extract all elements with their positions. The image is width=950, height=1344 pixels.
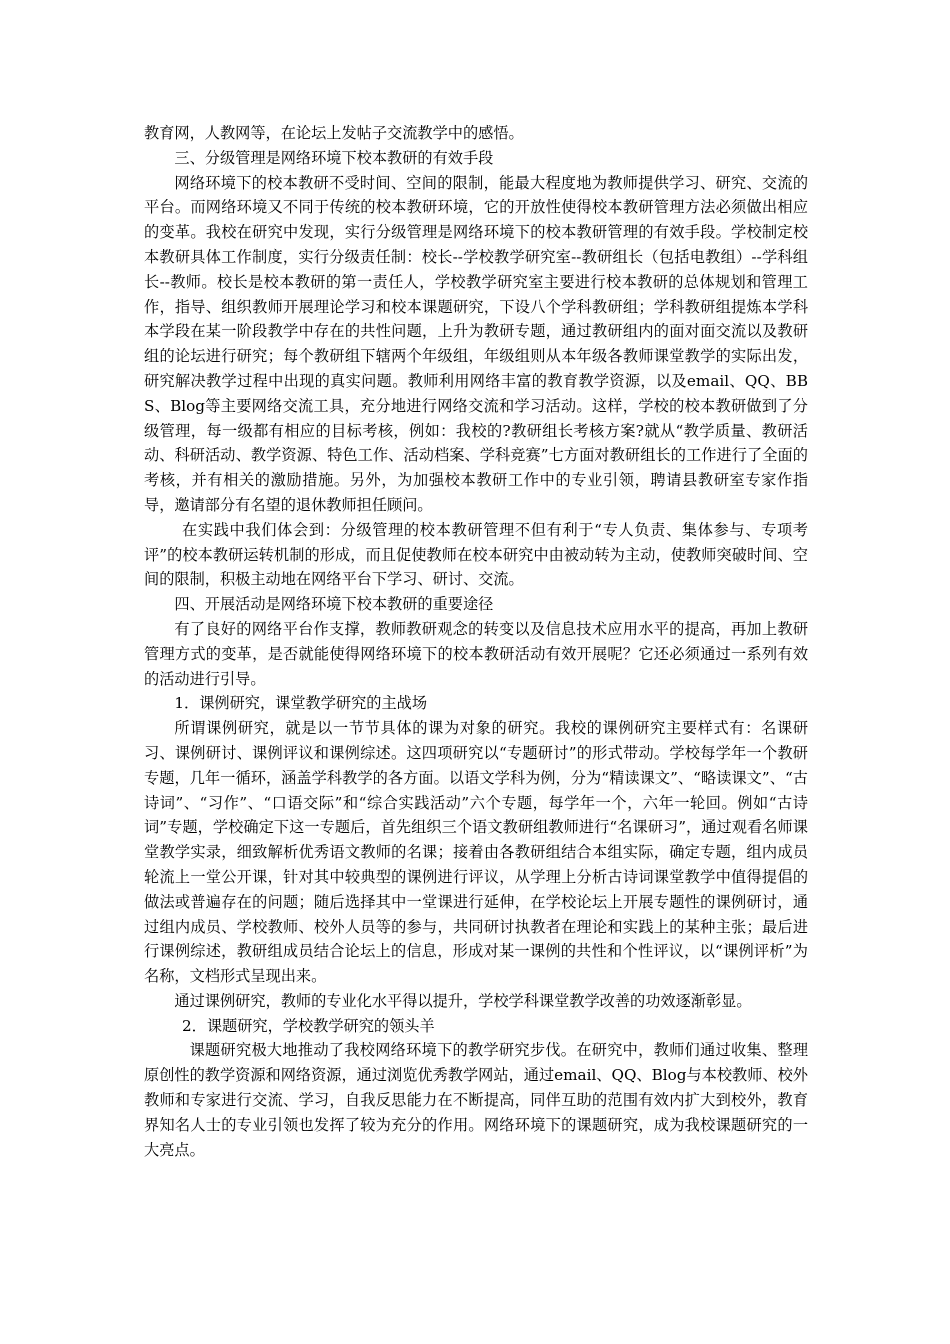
paragraph-lesson-study: 所谓课例研究，就是以一节节具体的课为对象的研究。我校的课例研究主要样式有：名课研习、课例研讨、课例评议和课例综述。这四项研究以“专题研讨”的形式带动。学校每学年一个教研专题，几年一循环，涵盖学科教学的各方面。以语文学科为例，分为“精读课文”、“略读课文”、“古诗词”、“习作”、“口语交际”和“综合实践活动”六个专题，每学年一个，六年一轮回。例如“古诗词”专题，学校确定下这一专题后，首先组织三个语文教研组教师进行“名课研习”，通过观看名师课堂教学实录，细致解析优秀语文教师的名课；接着由各教研组结合本组实际，确定专题，组内成员轮流上一堂公开课，针对其中较典型的课例进行评议，从学理上分析古诗词课堂教学中值得提倡的做法或普遍存在的问题；随后选择其中一堂课进行延伸，在学校论坛上开展专题性的课例研讨，通过组内成员、学校教师、校外人员等的参与，共同研讨执教者在理论和实践上的某种主张；最后进行课例综述，教研组成员结合论坛上的信息，形成对某一课例的共性和个性评议，以“课例评析”为名称，文档形式呈现出来。 <box>144 719 808 986</box>
subheading-lesson-study: 1．课例研究，课堂教学研究的主战场 <box>174 694 428 713</box>
paragraph-1: 教育网，人教网等，在论坛上发帖子交流教学中的感悟。 <box>144 124 524 142</box>
document-page <box>144 121 808 1162</box>
paragraph-topic-research: 课题研究极大地推动了我校网络环境下的教学研究步伐。在研究中，教师们通过收集、整理原创性的教学资源和网络资源，通过浏览优秀教学网站，通过email、QQ、Blog与本校教师、校外教师和专家进行交流、学习，自我反思能力在不断提高，同伴互助的范围有效内扩大到校外，教育界知名人士的专业引领也发挥了较为充分的作用。网络环境下的课题研究，成为我校课题研究的一大亮点。 <box>144 1041 808 1159</box>
paragraph-lesson-study-result: 通过课例研究，教师的专业化水平得以提升，学校学科课堂教学改善的功效逐渐彰显。 <box>174 991 752 1010</box>
subheading-topic-research: 2．课题研究，学校教学研究的领头羊 <box>182 1016 435 1035</box>
paragraph-tiered-management: 网络环境下的校本教研不受时间、空间的限制，能最大程度地为教师提供学习、研究、交流的平台。而网络环境又不同于传统的校本教研环境，它的开放性使得校本教研管理方法必须做出相应的变革。我校在研究中发现，实行分级管理是网络环境下的校本教研管理的有效手段。学校制定校本教研具体工作制度，实行分级责任制：校长--学校教学研究室--教研组长（包括电教组）--学科组长--教师。校长是校本教研的第一责任人，学校教学研究室主要进行校本教研的总体规划和管理工作，指导、组织教师开展理论学习和校本课题研究，下设八个学科教研组；学科教研组提炼本学科本学段在某一阶段教学中存在的共性问题，上升为教研专题，通过教研组内的面对面交流以及教研组的论坛进行研究；每个教研组下辖两个年级组，年级组则从本年级各教师课堂教学的实际出发，研究解决教学过程中出现的真实问题。教师利用网络丰富的教育教学资源，以及email、QQ、BBS、Blog等主要网络交流工具，充分地进行网络交流和学习活动。这样，学校的校本教研做到了分级管理，每一级都有相应的目标考核，例如：我校的?教研组长考核方案?就从“教学质量、教研活动、科研活动、教学资源、特色工作、活动档案、学科竞赛”七方面对教研组长的工作进行了全面的考核，并有相关的激励措施。另外，为加强校本教研工作中的专业引领，聘请县教研室专家作指导，邀请部分有名望的退休教师担任顾问。 <box>144 173 808 514</box>
section-heading-3: 三、分级管理是网络环境下校本教研的有效手段 <box>174 148 494 167</box>
paragraph-activities-intro: 有了良好的网络平台作支撑，教师教研观念的转变以及信息技术应用水平的提高，再加上教研管理方式的变革，是否就能使得网络环境下的校本教研活动有效开展呢？它还必须通过一系列有效的活动进行引导。 <box>144 619 808 688</box>
section-heading-4: 四、开展活动是网络环境下校本教研的重要途径 <box>174 595 494 614</box>
paragraph-practice-experience: 在实践中我们体会到：分级管理的校本教研管理不但有利于“专人负责、集体参与、专项考评”的校本教研运转机制的形成，而且促使教师在校本研究中由被动转为主动，使教师突破时间、空间的限制，积极主动地在网络平台下学习、研讨、交流。 <box>144 520 808 589</box>
